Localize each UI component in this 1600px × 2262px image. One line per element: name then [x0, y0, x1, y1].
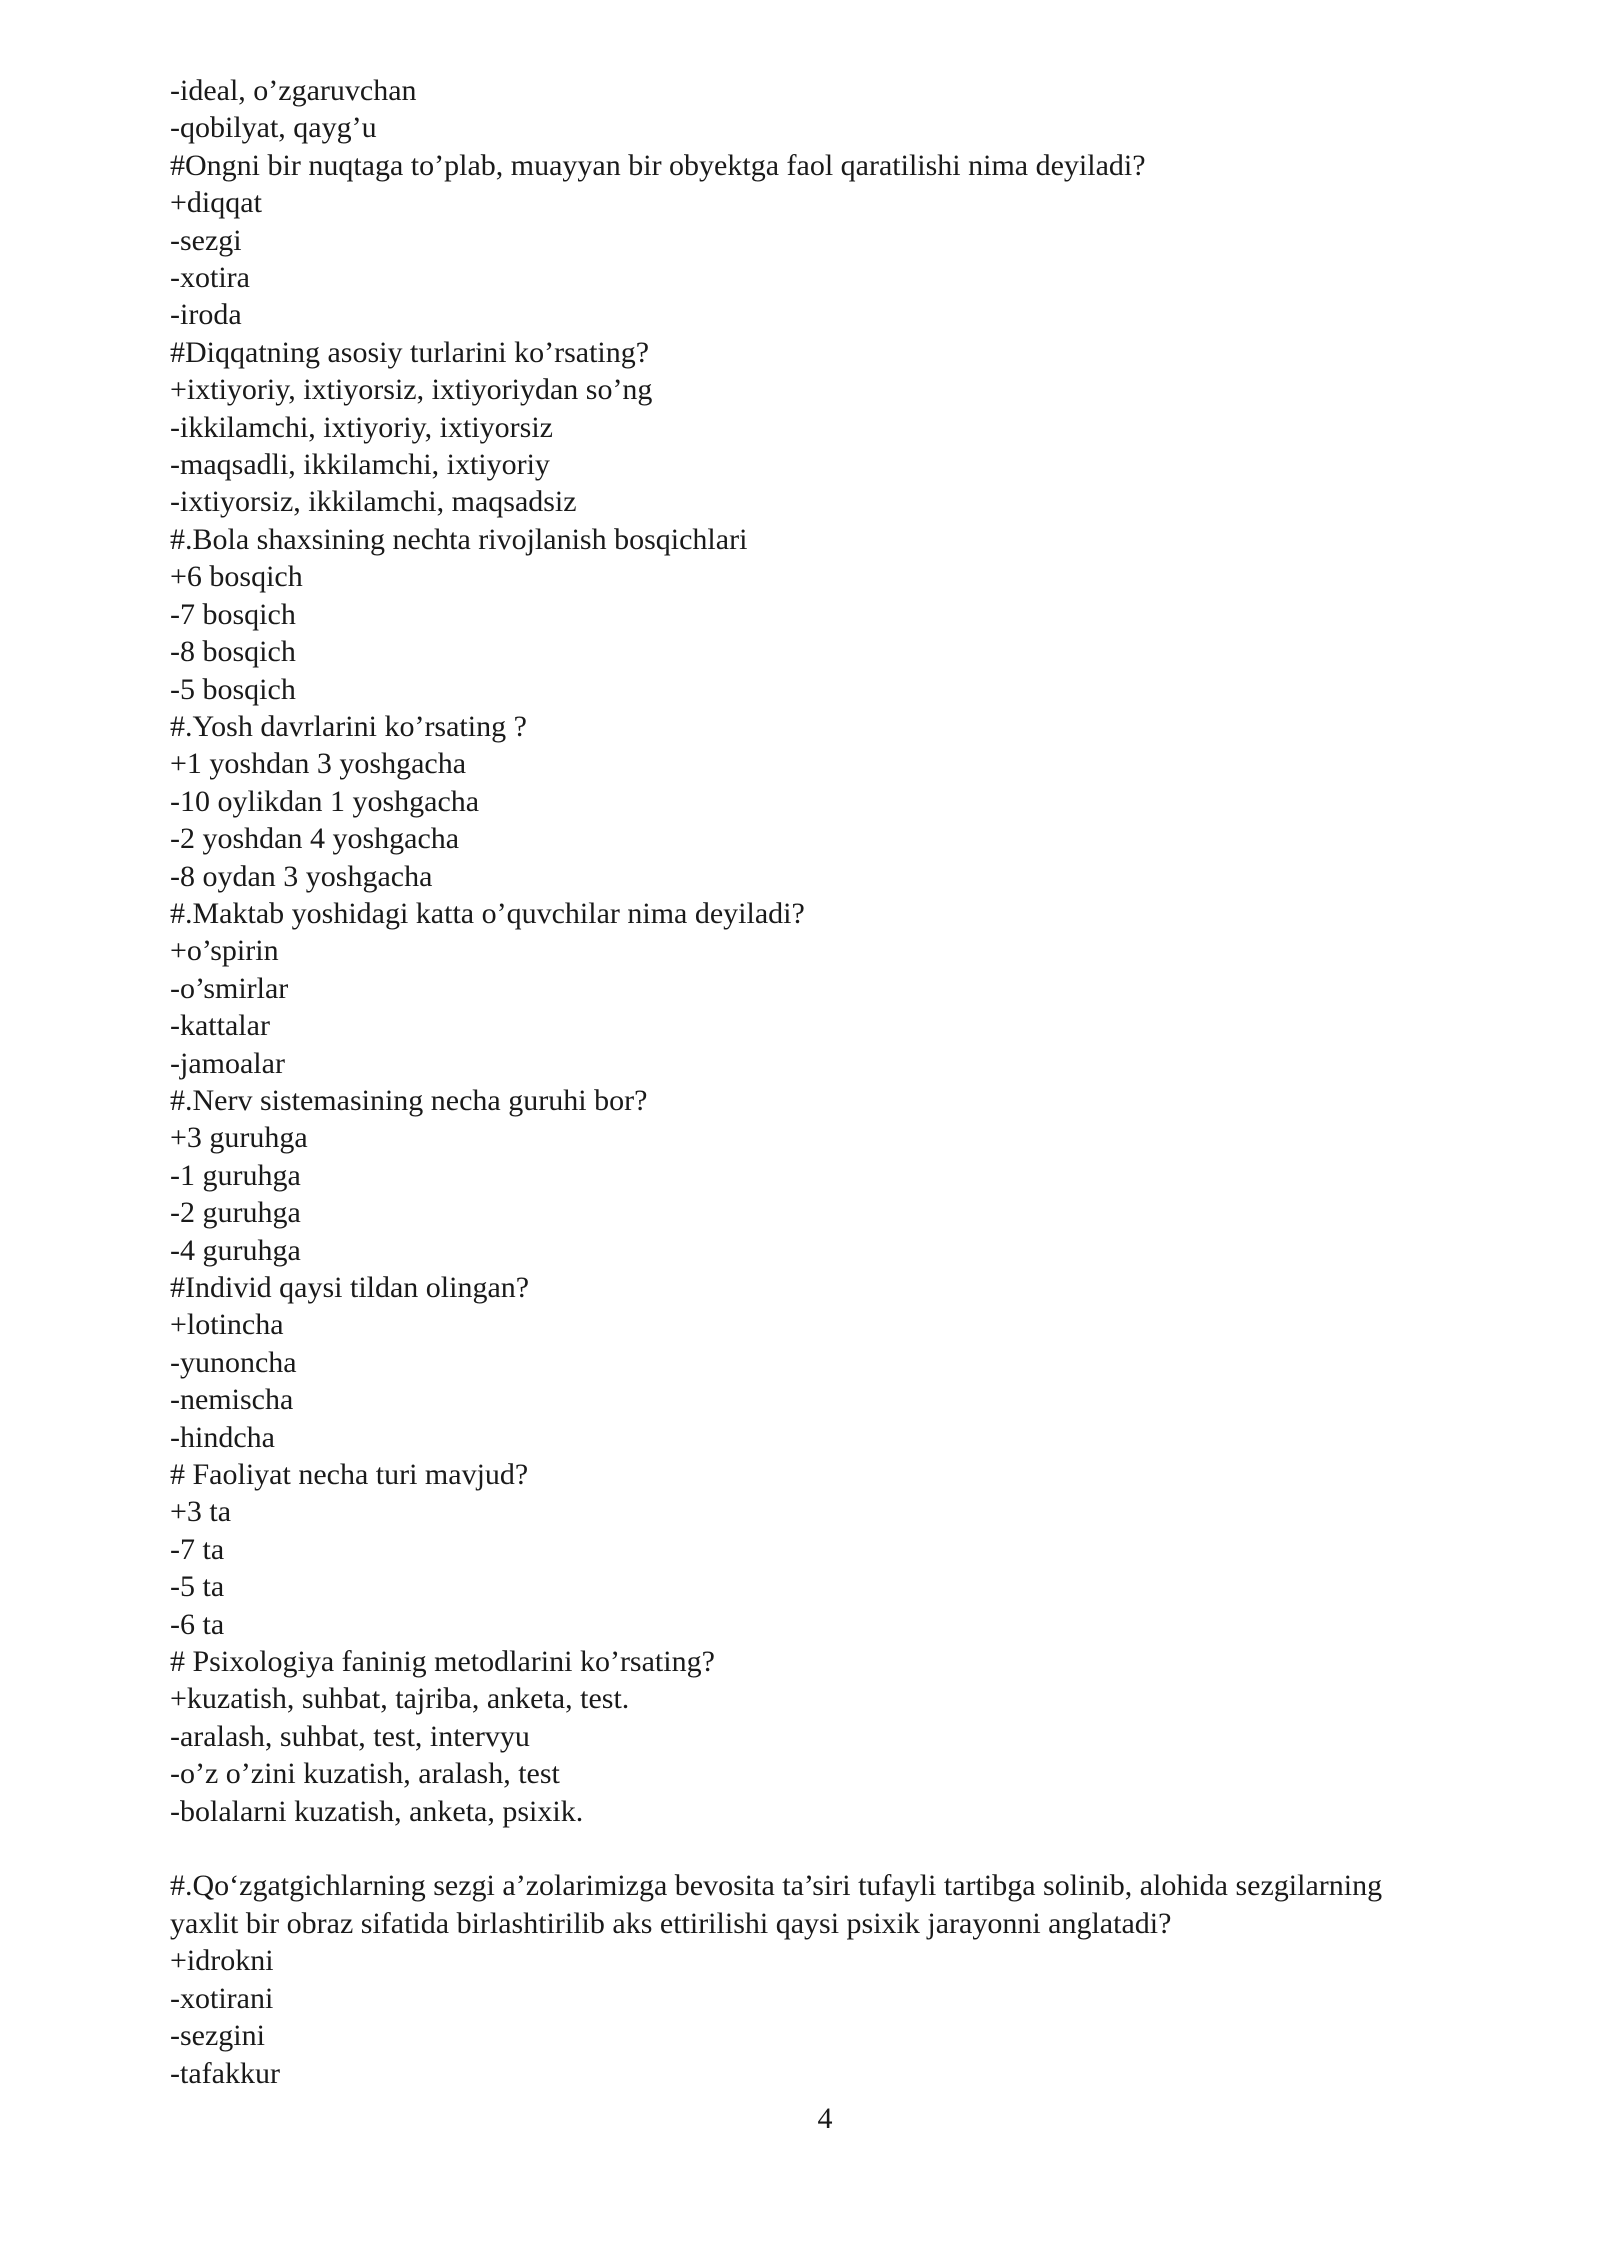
answer-line: -sezgi — [170, 223, 242, 257]
question-line: #.Yosh davrlarini ko’rsating ? — [170, 709, 527, 743]
question-line: # Faoliyat necha turi mavjud? — [170, 1458, 529, 1492]
answer-line: -ixtiyorsiz, ikkilamchi, maqsadsiz — [170, 485, 577, 519]
answer-line: -2 yoshdan 4 yoshgacha — [170, 822, 460, 856]
answer-line: -sezgini — [170, 2019, 265, 2053]
question-line: #.Qo‘zgatgichlarning sezgi a’zolarimizga bevosita ta’siri tufayli tartibga solinib, alohida sezgilarning — [170, 1869, 1383, 1903]
answer-line: -tafakkur — [170, 2056, 280, 2090]
answer-line: +o’spirin — [170, 934, 279, 968]
answer-line: -iroda — [170, 298, 242, 332]
answer-line: -maqsadli, ikkilamchi, ixtiyoriy — [170, 448, 550, 482]
answer-line: -aralash, suhbat, test, intervyu — [170, 1719, 530, 1753]
page-number: 4 — [817, 2102, 833, 2135]
answer-line: -kattalar — [170, 1009, 270, 1043]
question-line: #.Maktab yoshidagi katta o’quvchilar nima deyiladi? — [170, 896, 805, 930]
answer-line: +diqqat — [170, 186, 262, 220]
answer-line: -8 bosqich — [170, 635, 296, 669]
answer-line: -4 guruhga — [170, 1233, 301, 1267]
question-line: #Ongni bir nuqtaga to’plab, muayyan bir obyektga faol qaratilishi nima deyiladi? — [170, 148, 1146, 182]
question-line: #Diqqatning asosiy turlarini ko’rsating? — [170, 335, 650, 369]
question-line: #.Bola shaxsining nechta rivojlanish bosqichlari — [170, 522, 748, 556]
answer-line: +3 ta — [170, 1495, 232, 1529]
answer-line: +ixtiyoriy, ixtiyorsiz, ixtiyoriydan so’ng — [170, 373, 653, 407]
answer-line: -o’z o’zini kuzatish, aralash, test — [170, 1757, 560, 1791]
text-line: -ideal, o’zgaruvchan — [170, 74, 417, 107]
question-line: #Individ qaysi tildan olingan? — [170, 1271, 530, 1304]
answer-line: -xotirani — [170, 1981, 274, 2015]
answer-line: +kuzatish, suhbat, tajriba, anketa, test. — [170, 1682, 630, 1716]
answer-line: -xotira — [170, 261, 250, 295]
question-line: # Psixologiya faninig metodlarini ko’rsating? — [170, 1645, 715, 1679]
answer-line: -ikkilamchi, ixtiyoriy, ixtiyorsiz — [170, 410, 553, 444]
answer-line: -5 ta — [170, 1570, 225, 1604]
answer-line: -o’smirlar — [170, 971, 289, 1005]
text-line: -qobilyat, qayg’u — [170, 111, 377, 145]
document-body — [170, 72, 1490, 2092]
answer-line: -jamoalar — [170, 1046, 285, 1080]
question-line: yaxlit bir obraz sifatida birlashtirilib aks ettirilishi qaysi psixik jarayonni anglatadi? — [170, 1906, 1172, 1940]
answer-line: +1 yoshdan 3 yoshgacha — [170, 747, 467, 781]
paragraph-gap — [170, 1830, 1490, 1867]
answer-line: -bolalarni kuzatish, anketa, psixik. — [170, 1794, 584, 1828]
answer-line: -6 ta — [170, 1607, 225, 1641]
answer-line: -yunoncha — [170, 1345, 297, 1379]
answer-line: +idrokni — [170, 1944, 274, 1978]
answer-line: +lotincha — [170, 1308, 284, 1342]
answer-line: -5 bosqich — [170, 672, 296, 706]
answer-line: -7 bosqich — [170, 597, 296, 631]
answer-line: +3 guruhga — [170, 1121, 308, 1155]
answer-line: -8 oydan 3 yoshgacha — [170, 859, 433, 893]
answer-line: -hindcha — [170, 1420, 275, 1454]
answer-line: -nemischa — [170, 1383, 294, 1417]
answer-line: -7 ta — [170, 1532, 225, 1566]
answer-line: -1 guruhga — [170, 1158, 301, 1192]
answer-line: +6 bosqich — [170, 560, 303, 594]
question-line: #.Nerv sistemasining necha guruhi bor? — [170, 1083, 648, 1117]
answer-line: -10 oylikdan 1 yoshgacha — [170, 784, 480, 818]
answer-line: -2 guruhga — [170, 1196, 301, 1230]
